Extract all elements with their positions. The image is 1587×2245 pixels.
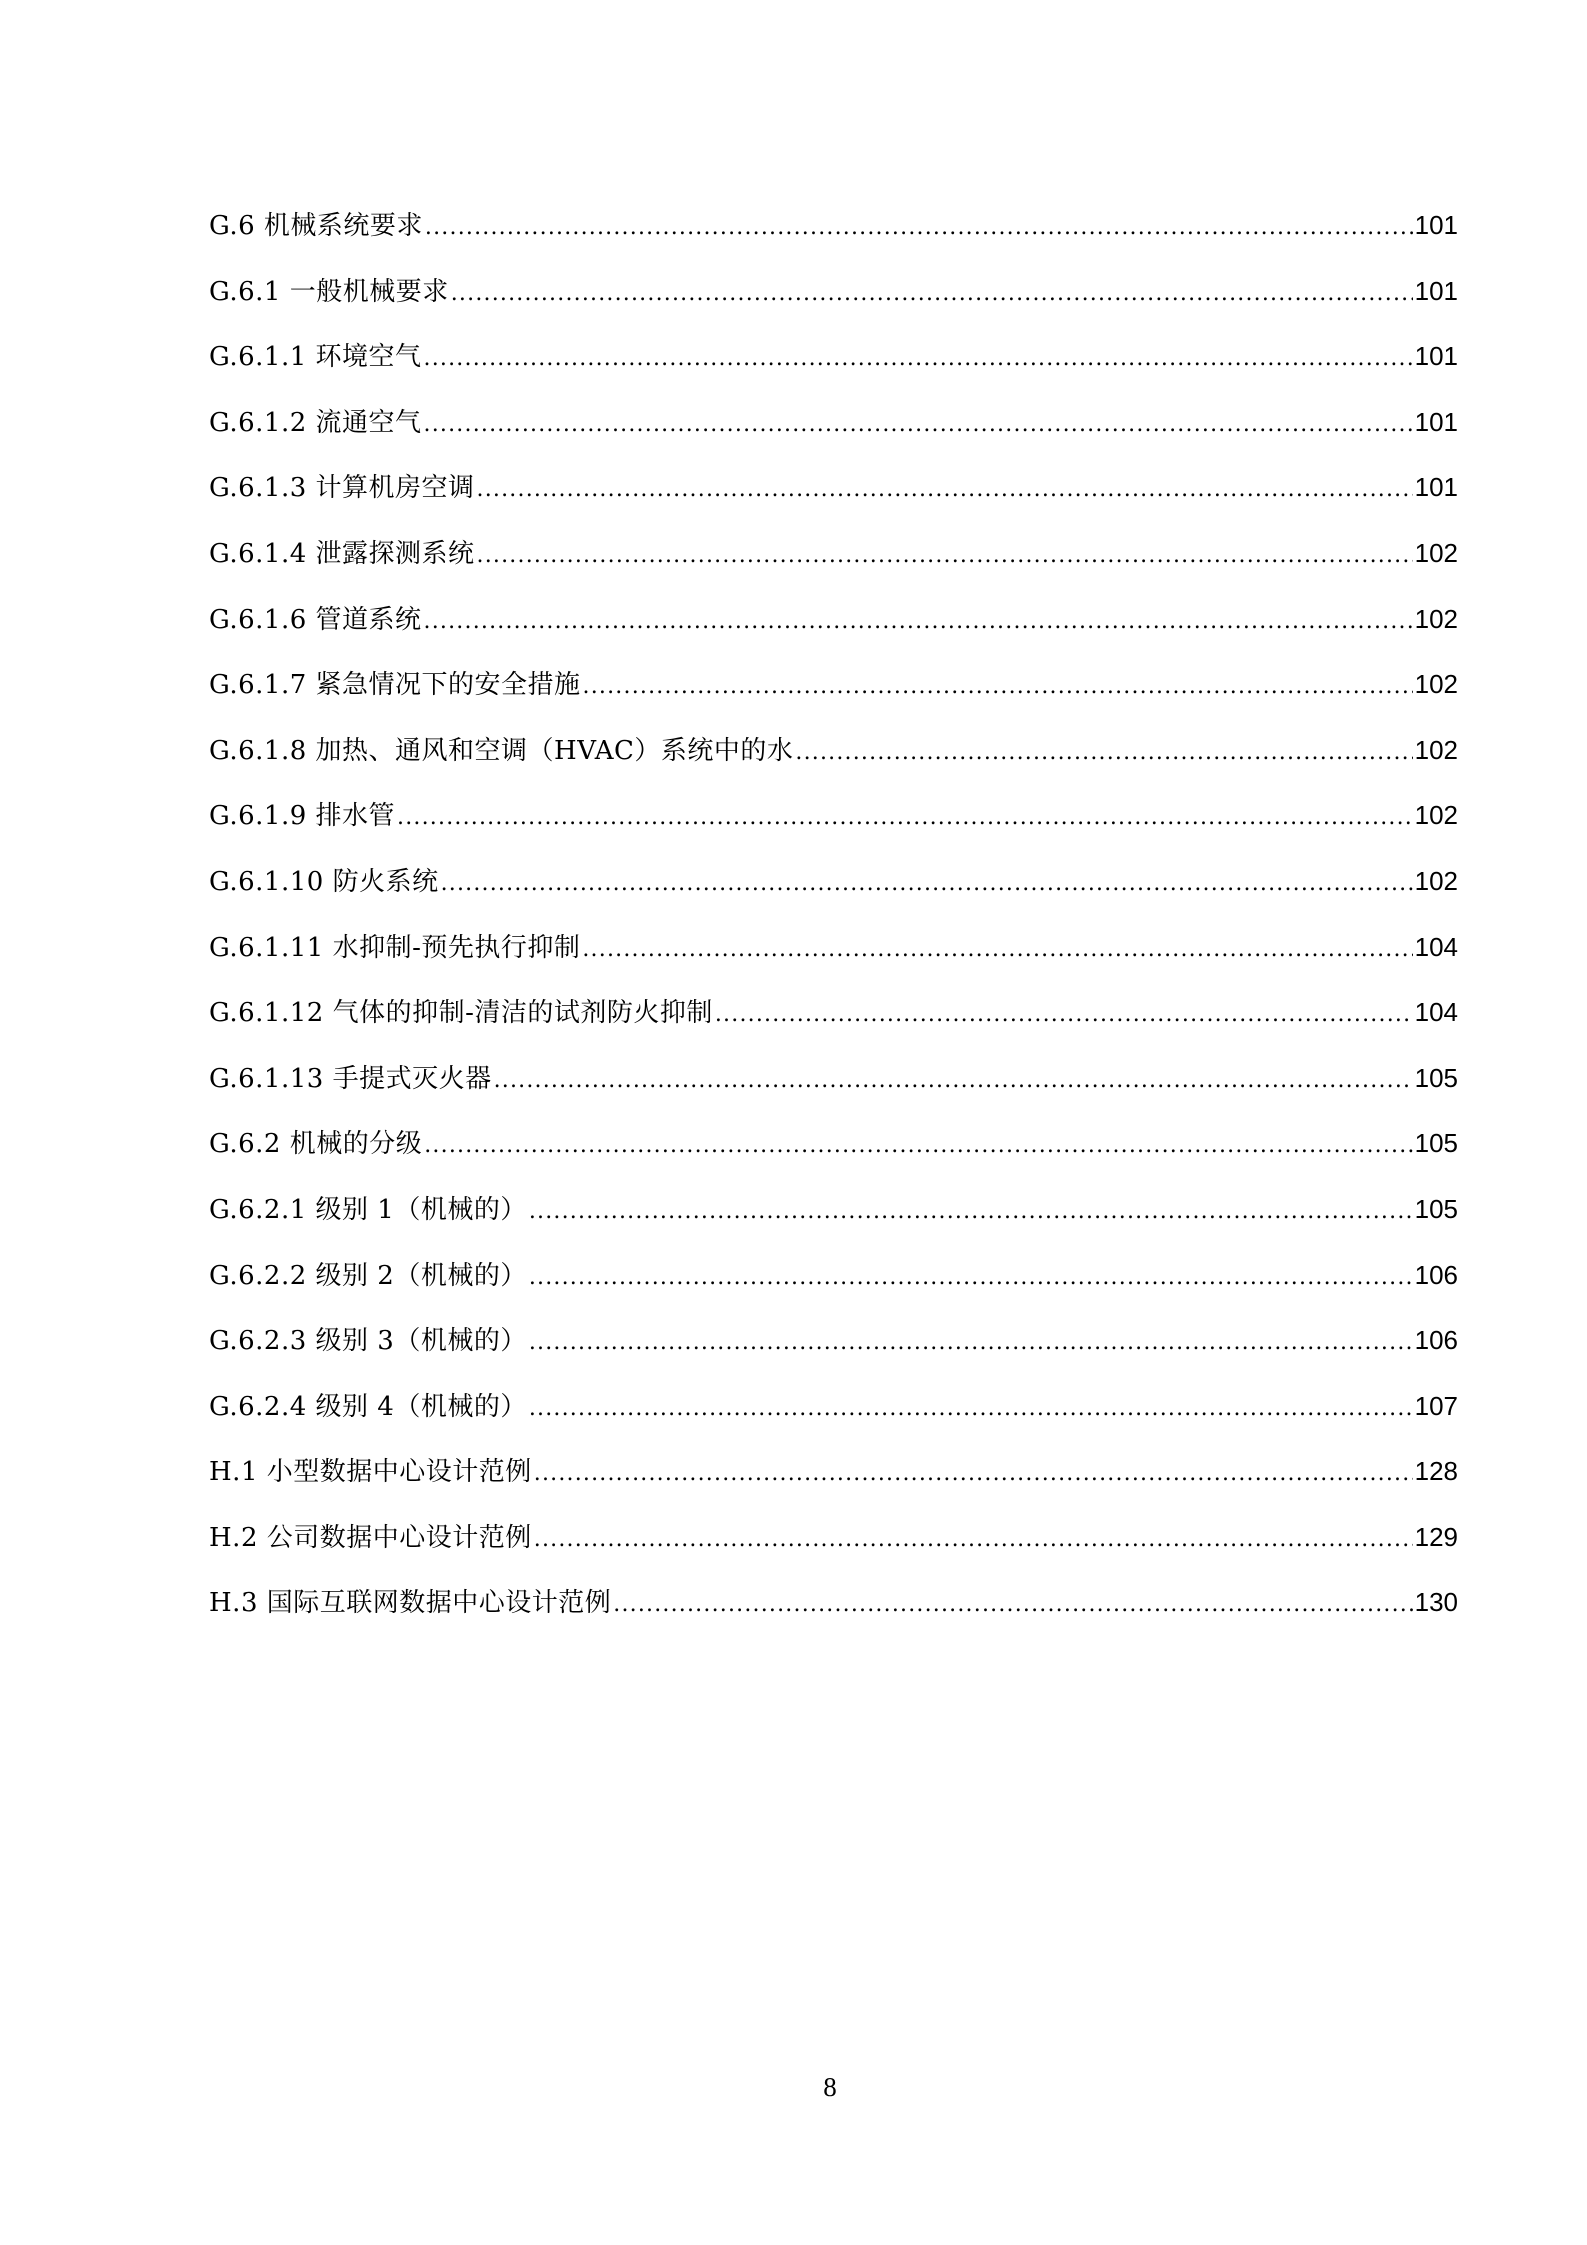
toc-entry[interactable] — [209, 324, 1458, 390]
toc-entry-title: G.6.1.9 排水管 — [209, 801, 396, 832]
toc-entry-title: G.6.1.2 流通空气 — [209, 407, 422, 438]
toc-entry-page: 102 — [1414, 669, 1458, 700]
dot-leader — [494, 1048, 1413, 1114]
toc-entry[interactable] — [209, 259, 1458, 325]
dot-leader — [477, 523, 1413, 589]
toc-entry-page: 101 — [1414, 341, 1458, 372]
toc-entry-page: 104 — [1414, 931, 1458, 962]
toc-entry-page: 106 — [1414, 1325, 1458, 1356]
toc-entry[interactable] — [209, 521, 1458, 587]
toc-entry-title: G.6.1.1 环境空气 — [209, 342, 422, 373]
dot-leader — [424, 1113, 1412, 1179]
toc-entry-title: G.6.2.3 级别 3（机械的） — [209, 1326, 527, 1357]
dot-leader — [529, 1179, 1413, 1245]
table-of-contents — [209, 193, 1458, 1636]
toc-entry-title: G.6.1.4 泄露探测系统 — [209, 538, 475, 569]
toc-entry-page: 128 — [1414, 1456, 1458, 1487]
toc-entry[interactable] — [209, 1439, 1458, 1505]
toc-entry-title: G.6.1.10 防火系统 — [209, 866, 439, 897]
toc-entry-title: H.1 小型数据中心设计范例 — [209, 1457, 532, 1488]
dot-leader — [424, 589, 1413, 655]
dot-leader — [441, 851, 1413, 917]
dot-leader — [534, 1441, 1413, 1507]
toc-entry-page: 105 — [1414, 1193, 1458, 1224]
toc-entry[interactable] — [209, 390, 1458, 456]
toc-entry[interactable] — [209, 193, 1458, 259]
toc-entry[interactable] — [209, 915, 1458, 981]
toc-entry-page: 102 — [1414, 734, 1458, 765]
toc-entry-title: G.6.1.13 手提式灭火器 — [209, 1063, 492, 1094]
dot-leader — [534, 1507, 1413, 1573]
toc-entry-title: G.6.1.8 加热、通风和空调（HVAC）系统中的水 — [209, 735, 794, 766]
dot-leader — [424, 392, 1413, 458]
toc-entry-title: G.6.1 一般机械要求 — [209, 276, 449, 307]
dot-leader — [529, 1310, 1413, 1376]
dot-leader — [397, 785, 1413, 851]
toc-entry[interactable] — [209, 1177, 1458, 1243]
toc-entry[interactable] — [209, 1570, 1458, 1636]
toc-entry[interactable] — [209, 718, 1458, 784]
toc-entry[interactable] — [209, 587, 1458, 653]
toc-entry-title: G.6.1.11 水抑制-预先执行抑制 — [209, 932, 581, 963]
toc-entry-page: 129 — [1414, 1521, 1458, 1552]
toc-entry-title: G.6.2.2 级别 2（机械的） — [209, 1260, 527, 1291]
toc-entry-page: 102 — [1414, 603, 1458, 634]
dot-leader — [582, 917, 1412, 983]
toc-entry-page: 101 — [1414, 275, 1458, 306]
dot-leader — [529, 1245, 1413, 1311]
toc-entry-page: 107 — [1414, 1390, 1458, 1421]
toc-entry[interactable] — [209, 1374, 1458, 1440]
toc-entry-page: 101 — [1414, 406, 1458, 437]
toc-entry-title: H.2 公司数据中心设计范例 — [209, 1522, 532, 1553]
toc-entry[interactable] — [209, 980, 1458, 1046]
toc-entry-title: G.6.2.4 级别 4（机械的） — [209, 1391, 527, 1422]
dot-leader — [477, 457, 1413, 523]
toc-entry[interactable] — [209, 849, 1458, 915]
toc-entry-page: 101 — [1414, 472, 1458, 503]
dot-leader — [451, 261, 1413, 327]
toc-entry-title: H.3 国际互联网数据中心设计范例 — [209, 1588, 612, 1619]
toc-entry-page: 106 — [1414, 1259, 1458, 1290]
toc-entry[interactable] — [209, 1243, 1458, 1309]
toc-entry[interactable] — [209, 783, 1458, 849]
dot-leader — [425, 195, 1413, 261]
toc-entry-page: 104 — [1414, 997, 1458, 1028]
toc-entry-page: 102 — [1414, 865, 1458, 896]
toc-entry[interactable] — [209, 1046, 1458, 1112]
dot-leader — [583, 654, 1413, 720]
toc-entry-page: 102 — [1414, 800, 1458, 831]
toc-entry-page: 105 — [1414, 1062, 1458, 1093]
toc-entry-title: G.6.1.7 紧急情况下的安全措施 — [209, 670, 581, 701]
page-number: 8 — [823, 2072, 837, 2102]
toc-entry-title: G.6.1.3 计算机房空调 — [209, 473, 475, 504]
toc-entry-page: 105 — [1414, 1128, 1458, 1159]
toc-entry-title: G.6.2 机械的分级 — [209, 1129, 423, 1160]
toc-entry-title: G.6 机械系统要求 — [209, 211, 423, 241]
toc-entry[interactable] — [209, 1111, 1458, 1177]
dot-leader — [795, 720, 1412, 786]
toc-entry-title: G.6.1.6 管道系统 — [209, 604, 422, 635]
toc-entry[interactable] — [209, 1505, 1458, 1571]
dot-leader — [715, 982, 1413, 1048]
toc-entry[interactable] — [209, 652, 1458, 718]
toc-entry-page: 102 — [1414, 537, 1458, 568]
dot-leader — [613, 1572, 1412, 1638]
toc-entry-page: 101 — [1414, 210, 1458, 240]
toc-entry[interactable] — [209, 455, 1458, 521]
dot-leader — [529, 1376, 1413, 1442]
toc-entry-title: G.6.1.12 气体的抑制-清洁的试剂防火抑制 — [209, 998, 713, 1029]
dot-leader — [424, 326, 1413, 392]
toc-entry[interactable] — [209, 1308, 1458, 1374]
toc-entry-title: G.6.2.1 级别 1（机械的） — [209, 1194, 527, 1225]
toc-entry-page: 130 — [1414, 1587, 1458, 1618]
